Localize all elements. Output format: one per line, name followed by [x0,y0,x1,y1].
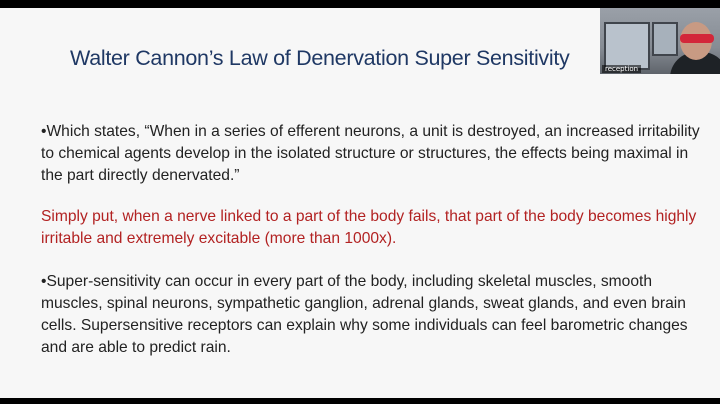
slide-paragraph-details: •Super-sensitivity can occur in every part of the body, including skeletal muscles, smooth muscles, spinal neurons, sympathetic ganglion, adrenal glands, sweat glands, and even brain cells. Supersensitive receptors can explain why some individuals can feel barometric changes and are able to predict rain. [41,273,688,356]
video-window-shape-2 [652,22,678,56]
participant-video-thumbnail[interactable] [600,8,720,74]
slide-paragraph-definition: •Which states, “When in a series of efferent neurons, a unit is destroyed, an increased irritability to chemical agents develop in the isolated structure or structures, the effects being maximal in the part directly denervated.” [41,123,700,184]
video-window-shape [604,22,650,70]
slide-title: Walter Cannon’s Law of Denervation Super Sensitivity [70,46,570,70]
slide-paragraph-summary: Simply put, when a nerve linked to a part of the body fails, that part of the body becomes highly irritable and extremely excitable (more than 1000x). [41,208,697,247]
participant-glasses [680,34,714,43]
participant-name-label: reception [602,65,641,73]
